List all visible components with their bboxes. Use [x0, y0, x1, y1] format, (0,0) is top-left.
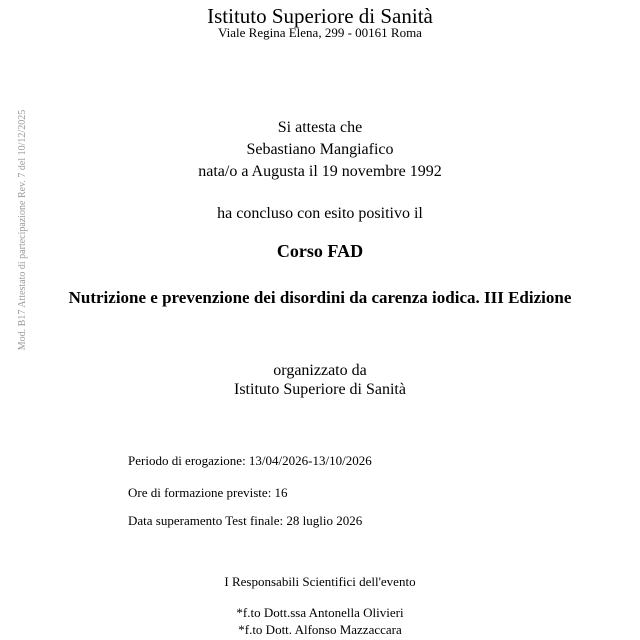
institution-name: Istituto Superiore di Sanità: [207, 4, 433, 28]
form-reference-label: Mod. B17 Attestato di partecipazione Rev. 7 del 10/12/2025: [17, 109, 28, 351]
completion-statement: ha concluso con esito positivo il: [217, 205, 423, 222]
birth-info: nata/o a Augusta il 19 novembre 1992: [198, 163, 442, 180]
course-title: Nutrizione e prevenzione dei disordini da carenza iodica. III Edizione: [68, 288, 572, 307]
organized-by-label: organizzato da: [273, 362, 367, 379]
scientific-managers-label: I Responsabili Scientifici dell'evento: [224, 574, 416, 589]
final-test-date: Data superamento Test finale: 28 luglio 2026: [128, 513, 363, 528]
participant-name: Sebastiano Mangiafico: [246, 141, 394, 158]
signer-2: *f.to Dott. Alfonso Mazzaccara: [238, 622, 402, 637]
attestation-intro: Si attesta che: [277, 119, 363, 136]
organizer-name: Istituto Superiore di Sanità: [234, 381, 406, 398]
training-hours: Ore di formazione previste: 16: [128, 485, 288, 500]
institution-address: Viale Regina Elena, 299 - 00161 Roma: [218, 25, 422, 40]
signer-1: *f.to Dott.ssa Antonella Olivieri: [236, 605, 404, 620]
delivery-period: Periodo di erogazione: 13/04/2026-13/10/2026: [128, 453, 372, 468]
course-type: Corso FAD: [276, 241, 364, 261]
